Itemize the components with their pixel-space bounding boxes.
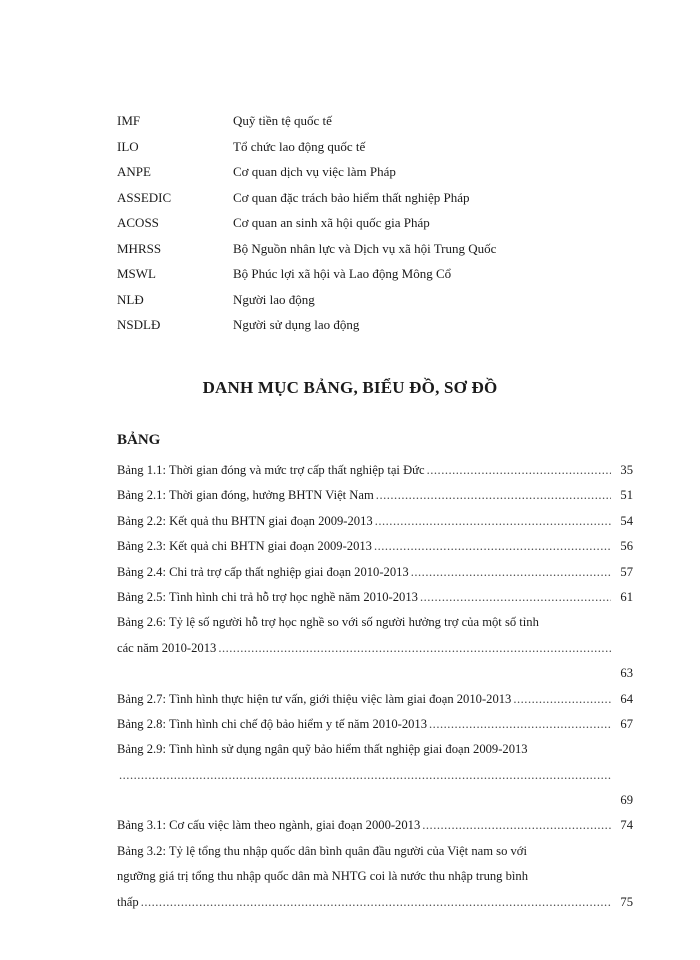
toc-entry-text: Bảng 2.3: Kết quả chi BHTN giai đoạn 2009-2013 bbox=[117, 539, 372, 554]
toc-entry-text: Bảng 3.2: Tỷ lệ tổng thu nhập quốc dân bình quân đầu người của Việt nam so với bbox=[117, 843, 527, 858]
dot-leader bbox=[511, 687, 611, 712]
abbreviation-description: Bộ Nguồn nhân lực và Dịch vụ xã hội Trung Quốc bbox=[233, 240, 497, 256]
abbreviation-code: ILO bbox=[117, 138, 139, 154]
dot-leader bbox=[372, 534, 611, 559]
abbreviation-row bbox=[117, 287, 617, 313]
abbreviation-description: Tổ chức lao động quốc tế bbox=[233, 138, 366, 154]
toc-entry-text: thấp bbox=[117, 894, 139, 909]
toc-entry-3-1[interactable] bbox=[117, 813, 633, 838]
toc-entry-text: ngưỡng giá trị tổng thu nhập quốc dân mà NHTG coi là nước thu nhập trung bình bbox=[117, 869, 529, 884]
abbreviation-code: ANPE bbox=[117, 164, 151, 179]
abbreviation-code: IMF bbox=[117, 113, 141, 128]
abbreviation-description: Người sử dụng lao động bbox=[233, 317, 360, 332]
abbreviation-description: Quỹ tiền tệ quốc tế bbox=[233, 113, 332, 128]
toc-entry-2-6[interactable] bbox=[117, 610, 633, 686]
abbreviation-code: NLĐ bbox=[117, 291, 144, 307]
toc-entry-text: Bảng 2.5: Tình hình chi trả hỗ trợ học nghề năm 2010-2013 bbox=[117, 589, 418, 604]
abbreviation-code: ASSEDIC bbox=[117, 189, 172, 205]
dot-leader bbox=[139, 890, 611, 915]
toc-entry-text: Bảng 2.6: Tỷ lệ số người hỗ trợ học nghề so với số người hưởng trợ của một số tỉnh bbox=[117, 615, 539, 630]
page-title: DANH MỤC BẢNG, BIỂU ĐỒ, SƠ ĐỒ bbox=[202, 378, 498, 397]
abbreviation-list bbox=[117, 108, 617, 338]
toc-entry-text: Bảng 2.7: Tình hình thực hiện tư vấn, giới thiệu việc làm giai đoạn 2010-2013 bbox=[117, 691, 512, 706]
toc-page-number: 67 bbox=[620, 716, 633, 731]
toc-entry-2-3[interactable] bbox=[117, 534, 633, 559]
toc-entry-text: Bảng 2.9: Tình hình sử dụng ngân quỹ bảo hiểm thất nghiệp giai đoạn 2009-2013 bbox=[117, 742, 528, 757]
toc-entry-text: Bảng 3.1: Cơ cấu việc làm theo ngành, giai đoạn 2000-2013 bbox=[117, 818, 421, 833]
toc-page-number: 35 bbox=[620, 463, 633, 477]
abbreviation-code: NSDLĐ bbox=[117, 317, 161, 332]
toc-page-number: 54 bbox=[620, 513, 633, 528]
toc-page-number: 61 bbox=[620, 589, 633, 604]
dot-leader bbox=[373, 509, 611, 534]
toc-entry-text: Bảng 1.1: Thời gian đóng và mức trợ cấp thất nghiệp tại Đức bbox=[117, 463, 425, 477]
abbreviation-description: Người lao động bbox=[233, 291, 315, 307]
abbreviation-description: Cơ quan dịch vụ việc làm Pháp bbox=[233, 164, 396, 179]
toc-page-number: 56 bbox=[620, 539, 633, 554]
abbreviation-description: Bộ Phúc lợi xã hội và Lao động Mông Cổ bbox=[233, 266, 452, 281]
toc-page-number: 63 bbox=[620, 666, 633, 681]
toc-entry-2-5[interactable] bbox=[117, 585, 633, 610]
toc-entry-text: Bảng 2.1: Thời gian đóng, hưởng BHTN Việt Nam bbox=[117, 488, 374, 503]
toc-entry-2-7[interactable] bbox=[117, 687, 633, 712]
dot-leader bbox=[117, 763, 611, 788]
dot-leader bbox=[374, 483, 611, 508]
toc-entry-2-4[interactable] bbox=[117, 560, 633, 585]
toc-entry-text: Bảng 2.8: Tình hình chi chế độ bảo hiểm y tế năm 2010-2013 bbox=[117, 716, 428, 731]
dot-leader bbox=[420, 813, 611, 838]
abbreviation-row bbox=[117, 134, 617, 160]
toc-entry-3-2[interactable] bbox=[117, 839, 633, 915]
toc-page-number: 57 bbox=[620, 564, 633, 579]
dot-leader bbox=[418, 585, 611, 610]
toc-entry-text: Bảng 2.2: Kết quả thu BHTN giai đoạn 2009-2013 bbox=[117, 513, 373, 528]
toc-entry-text: Bảng 2.4: Chi trả trợ cấp thất nghiệp giai đoạn 2010-2013 bbox=[117, 564, 409, 579]
dot-leader bbox=[427, 712, 611, 737]
dot-leader bbox=[409, 560, 611, 585]
toc-entry-2-8[interactable] bbox=[117, 712, 633, 737]
toc-page-number: 75 bbox=[620, 894, 633, 909]
abbreviation-description: Cơ quan đặc trách bảo hiểm thất nghiệp Pháp bbox=[233, 189, 470, 205]
abbreviation-row bbox=[117, 236, 617, 262]
abbreviation-row bbox=[117, 185, 617, 211]
toc-entry-1-1[interactable] bbox=[117, 458, 633, 483]
toc-page-number: 69 bbox=[620, 793, 633, 808]
abbreviation-row bbox=[117, 261, 617, 287]
toc-entry-2-9[interactable] bbox=[117, 737, 633, 813]
abbreviation-code: ACOSS bbox=[117, 215, 159, 230]
toc-entry-2-2[interactable] bbox=[117, 509, 633, 534]
toc-entry-2-1[interactable] bbox=[117, 483, 633, 508]
toc-page-number: 64 bbox=[620, 691, 633, 706]
table-list bbox=[117, 458, 633, 915]
abbreviation-row bbox=[117, 210, 617, 236]
abbreviation-row bbox=[117, 159, 617, 185]
abbreviation-description: Cơ quan an sinh xã hội quốc gia Pháp bbox=[233, 215, 430, 230]
abbreviation-code: MHRSS bbox=[117, 240, 162, 256]
abbreviation-code: MSWL bbox=[117, 266, 156, 281]
toc-page-number: 51 bbox=[620, 488, 633, 503]
abbreviation-row bbox=[117, 312, 617, 338]
dot-leader bbox=[216, 636, 611, 661]
dot-leader bbox=[425, 458, 611, 483]
abbreviation-row bbox=[117, 108, 617, 134]
section-heading: BẢNG bbox=[117, 432, 161, 448]
toc-entry-text: các năm 2010-2013 bbox=[117, 640, 217, 655]
toc-page-number: 74 bbox=[620, 818, 633, 833]
